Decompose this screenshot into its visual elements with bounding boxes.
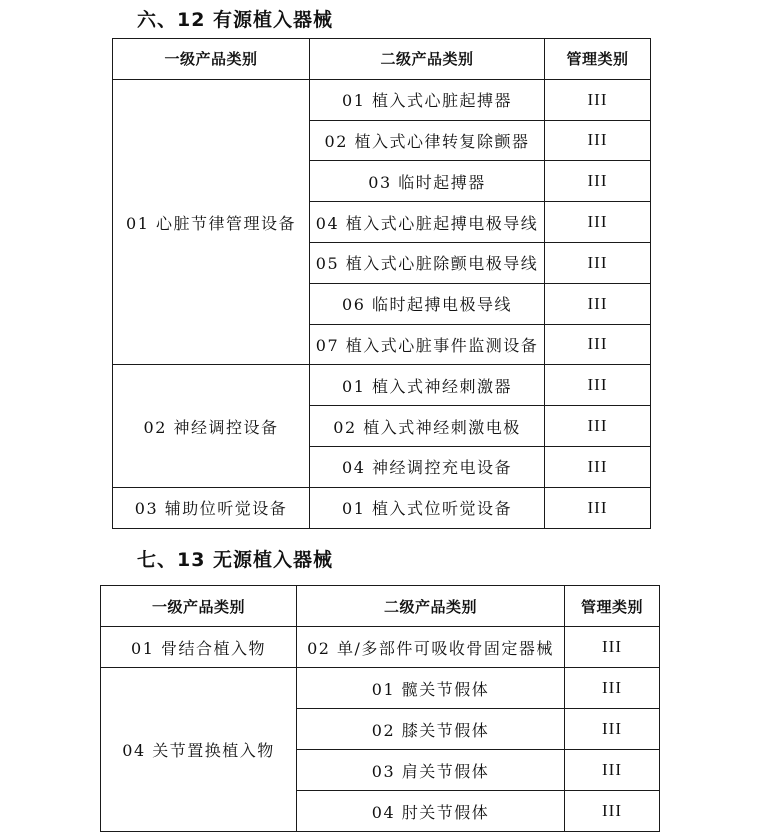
level1-category-cell: 01 心脏节律管理设备 <box>113 79 310 365</box>
management-class-cell: III <box>545 79 651 120</box>
level2-category-cell: 01 植入式神经刺激器 <box>310 365 545 406</box>
level2-category-cell: 01 髋关节假体 <box>297 668 565 709</box>
level1-category-cell: 04 关节置换植入物 <box>101 668 297 832</box>
management-class-cell: III <box>565 750 660 791</box>
level2-category-cell: 02 单/多部件可吸收骨固定器械 <box>297 627 565 668</box>
header-level1: 一级产品类别 <box>113 39 310 80</box>
table-row <box>101 627 660 668</box>
management-class-cell: III <box>545 365 651 406</box>
management-class-cell: III <box>545 120 651 161</box>
management-class-cell: III <box>565 627 660 668</box>
level2-category-cell: 02 植入式神经刺激电极 <box>310 406 545 447</box>
table-row <box>113 487 651 528</box>
management-class-cell: III <box>545 324 651 365</box>
level2-category-cell: 04 植入式心脏起搏电极导线 <box>310 202 545 243</box>
table-header-row <box>101 586 660 627</box>
level1-category-cell: 02 神经调控设备 <box>113 365 310 487</box>
level2-category-cell: 07 植入式心脏事件监测设备 <box>310 324 545 365</box>
management-class-cell: III <box>545 487 651 528</box>
level2-category-cell: 04 肘关节假体 <box>297 791 565 832</box>
management-class-cell: III <box>565 668 660 709</box>
section-title-active-implants: 六、12 有源植入器械 <box>137 9 334 31</box>
level2-category-cell: 03 临时起搏器 <box>310 161 545 202</box>
header-level2: 二级产品类别 <box>310 39 545 80</box>
header-class: 管理类别 <box>565 586 660 627</box>
management-class-cell: III <box>545 283 651 324</box>
table-row <box>101 668 660 709</box>
active-implants-table <box>112 38 651 529</box>
level2-category-cell: 03 肩关节假体 <box>297 750 565 791</box>
management-class-cell: III <box>545 202 651 243</box>
table-row <box>113 79 651 120</box>
table-header-row <box>113 39 651 80</box>
management-class-cell: III <box>545 406 651 447</box>
passive-implants-table <box>100 585 660 832</box>
management-class-cell: III <box>565 791 660 832</box>
level1-category-cell: 03 辅助位听觉设备 <box>113 487 310 528</box>
level2-category-cell: 06 临时起搏电极导线 <box>310 283 545 324</box>
level1-category-cell: 01 骨结合植入物 <box>101 627 297 668</box>
management-class-cell: III <box>565 709 660 750</box>
header-level2: 二级产品类别 <box>297 586 565 627</box>
management-class-cell: III <box>545 446 651 487</box>
level2-category-cell: 02 膝关节假体 <box>297 709 565 750</box>
header-level1: 一级产品类别 <box>101 586 297 627</box>
section-title-passive-implants: 七、13 无源植入器械 <box>137 549 334 571</box>
management-class-cell: III <box>545 161 651 202</box>
level2-category-cell: 04 神经调控充电设备 <box>310 446 545 487</box>
level2-category-cell: 01 植入式位听觉设备 <box>310 487 545 528</box>
header-class: 管理类别 <box>545 39 651 80</box>
level2-category-cell: 05 植入式心脏除颤电极导线 <box>310 242 545 283</box>
level2-category-cell: 01 植入式心脏起搏器 <box>310 79 545 120</box>
level2-category-cell: 02 植入式心律转复除颤器 <box>310 120 545 161</box>
management-class-cell: III <box>545 242 651 283</box>
table-row <box>113 365 651 406</box>
